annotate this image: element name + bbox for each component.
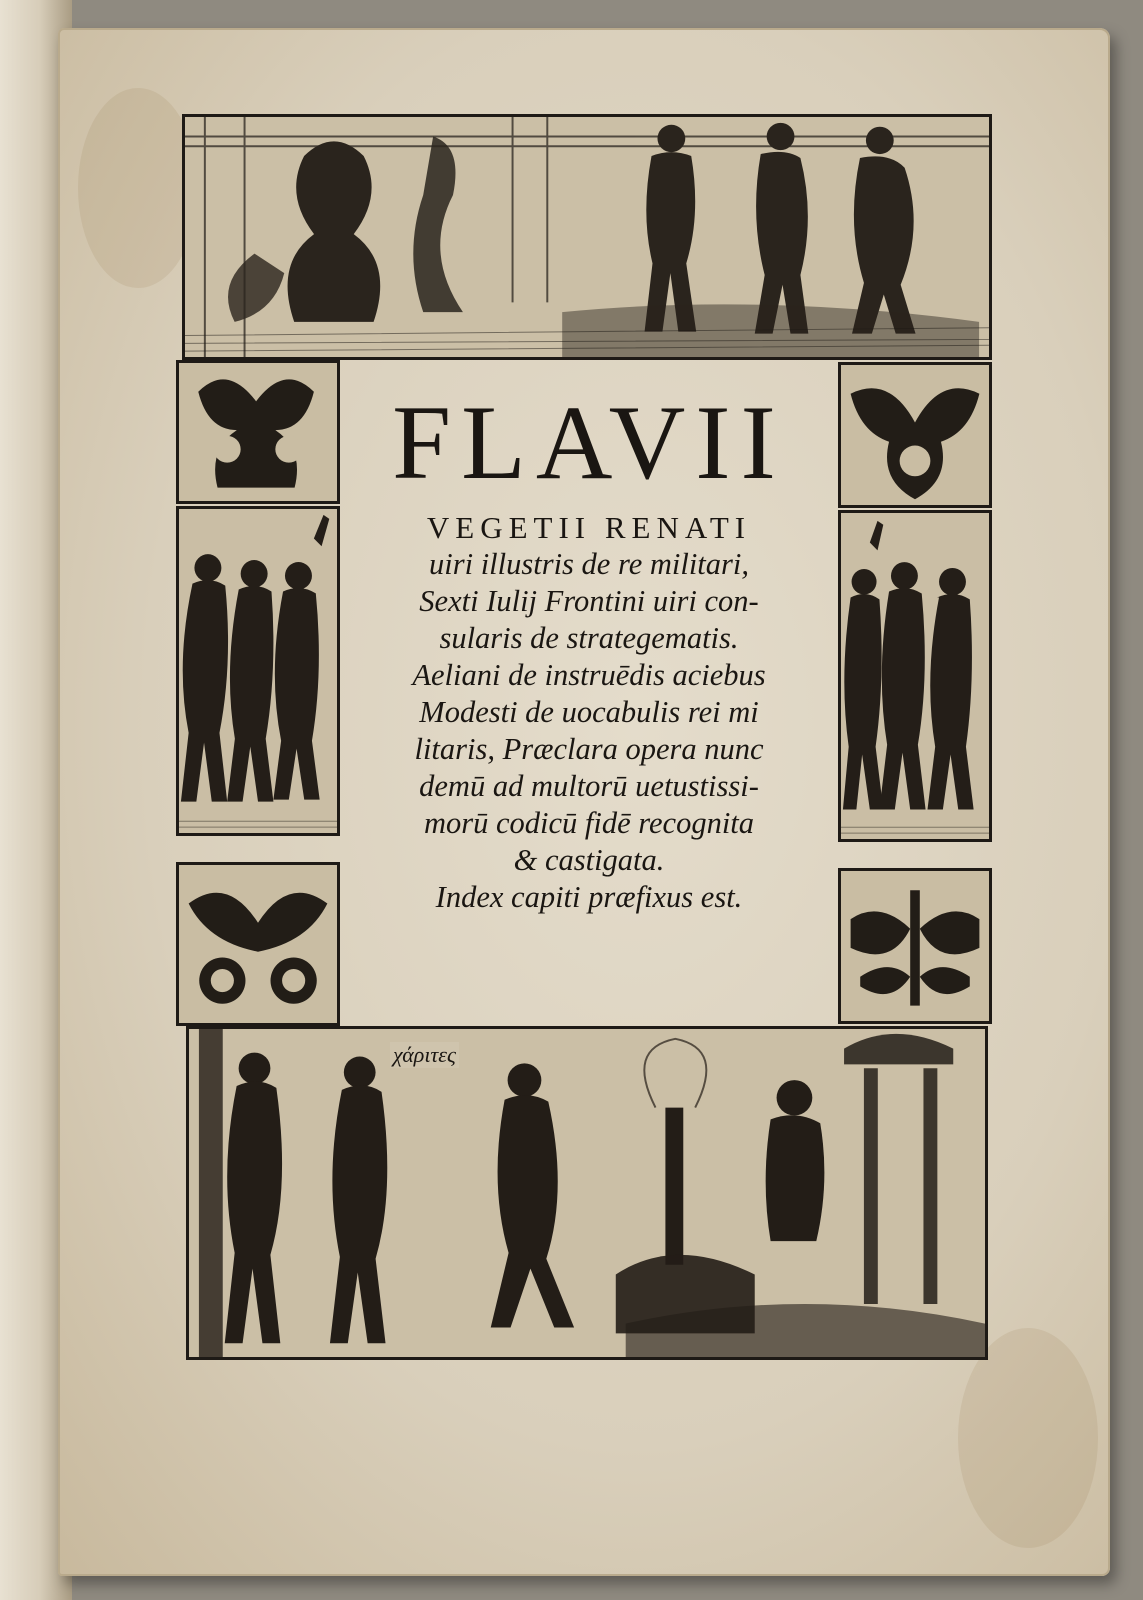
title-line-10: Index capiti præfixus est. <box>435 880 743 914</box>
bottom-woodcut-border <box>186 1026 988 1360</box>
title-line-5: Modesti de uocabulis rei mi <box>419 695 759 729</box>
book-title: FLAVII <box>392 384 786 501</box>
title-line-2: Sexti Iulij Frontini uiri con- <box>419 584 759 618</box>
right-figures-panel <box>838 510 992 842</box>
top-woodcut-border <box>182 114 992 360</box>
title-line-1: uiri illustris de re militari, <box>429 547 749 581</box>
right-ornament-panel-top <box>838 362 992 508</box>
title-line-4: Aeliani de instruēdis aciebus <box>412 658 766 692</box>
title-text-block <box>340 362 838 1022</box>
paper-stain <box>78 88 198 288</box>
title-line-3: sularis de strategematis. <box>439 621 739 655</box>
title-line-8: morū codicū fidē recognita <box>423 806 755 840</box>
winged-mask-ornament <box>841 365 989 505</box>
title-line-9: & castigata. <box>513 843 665 877</box>
left-ornament-panel-bottom <box>176 862 340 1026</box>
greek-caption: χάριτες <box>390 1042 459 1068</box>
left-ornament-panel-top <box>176 360 340 504</box>
title-line-6: litaris, Præclara opera nunc <box>414 732 764 766</box>
paper-stain <box>958 1328 1098 1548</box>
bird-ornament <box>179 865 337 1023</box>
tree-ornament <box>841 871 989 1021</box>
woodcut-scene-graces <box>189 1029 985 1357</box>
left-figures-panel <box>176 506 340 836</box>
title-line-7: demū ad multorū uetustissi- <box>419 769 759 803</box>
dolphin-ornament <box>179 363 337 501</box>
three-figures-right <box>841 513 989 839</box>
three-figures-left <box>179 509 337 833</box>
right-ornament-panel-bottom <box>838 868 992 1024</box>
book-subtitle: VEGETII RENATI <box>426 510 752 545</box>
woodcut-scene-top <box>185 117 989 357</box>
